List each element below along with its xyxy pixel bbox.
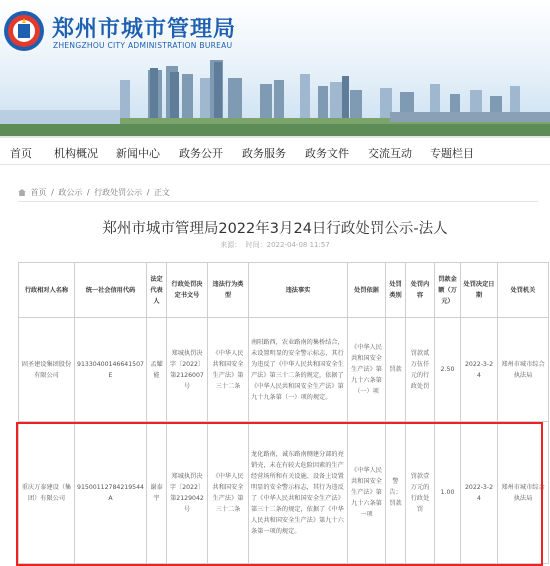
emblem-logo-icon (3, 10, 45, 52)
breadcrumb-current: 正文 (153, 188, 170, 197)
col-header: 法定代表人 (147, 263, 167, 318)
table-cell: 孟耀能 (147, 318, 167, 422)
table-cell: 南阳路西，农业路南的集桥结合，未设置明显的安全警示标志，其行为违反了《中华人民共和国安全生产法》第三十二条的规定，依据了《中华人民共和国安全生产法》第九十九条第（一）项的规定。 (249, 318, 348, 422)
table-cell: 重庆万泰建设（集团）有限公司 (19, 422, 75, 564)
table-cell: 谢泰宇 (147, 422, 167, 564)
article-title: 郑州市城市管理局2022年3月24日行政处罚公示-法人 (102, 221, 448, 237)
table-cell: 2022-3-24 (461, 422, 498, 564)
table-cell: 固圣建设集团股份有限公司 (19, 318, 75, 422)
col-header: 统一社会信用代码 (75, 263, 147, 318)
breadcrumb-separator: / (146, 188, 150, 197)
table-cell: 2.50 (435, 318, 461, 422)
table-cell: 91500112784219544A (75, 422, 147, 564)
table-cell: 警告；罚款 (386, 422, 406, 564)
col-header: 处罚依据 (348, 263, 386, 318)
breadcrumb-separator: / (51, 188, 54, 197)
table-row (19, 318, 549, 422)
table-cell: 郑城执罚决字〔2022〕第2126007号 (167, 318, 208, 422)
table-cell: 2022-3-24 (461, 318, 498, 422)
publish-time: 2022-04-08 11:57 (266, 241, 330, 249)
table-header-row (19, 263, 549, 318)
col-header: 违法行为类型 (208, 263, 249, 318)
breadcrumb-divider (18, 201, 538, 202)
col-header: 处罚内容 (406, 263, 435, 318)
table-cell: 罚款贰万伍仟元的行政处罚 (406, 318, 435, 422)
main-nav (0, 138, 550, 165)
nav-item-organization[interactable]: 机构概况 (54, 147, 98, 160)
breadcrumb-separator: / (86, 188, 90, 197)
source-label: 来源： (220, 241, 242, 249)
table-cell: 《中华人民共和国安全生产法》第三十二条 (208, 422, 249, 564)
table-row (19, 422, 549, 564)
col-header: 行政相对人名称 (19, 263, 75, 318)
breadcrumb-public[interactable]: 政公示 (58, 188, 83, 197)
nav-item-topics[interactable]: 专题栏目 (430, 147, 474, 160)
table-cell: 《中华人民共和国安全生产法》第九十六条第（一）项 (348, 318, 386, 422)
col-header: 违法事实 (249, 263, 348, 318)
site-subtitle: ZHENGZHOU CITY ADMINISTRATION BUREAU (53, 41, 233, 50)
col-header: 行政处罚决定书文号 (167, 263, 208, 318)
penalty-table (18, 262, 549, 564)
site-header (0, 0, 550, 138)
col-header: 处罚决定日期 (461, 263, 498, 318)
table-cell: 罚款壹万元的行政处罚 (406, 422, 435, 564)
breadcrumb-penalty[interactable]: 行政处罚公示 (94, 188, 143, 197)
table-cell: 郑州市城市综合执法局 (498, 422, 549, 564)
table-cell: 91330400146641507E (75, 318, 147, 422)
time-label: 时间： (245, 241, 267, 249)
nav-item-open-affairs[interactable]: 政务公开 (179, 147, 223, 160)
table-cell: 郑城执罚决字〔2022〕第2129042号 (167, 422, 208, 564)
table-cell: 郑州市城市综合执法局 (498, 318, 549, 422)
breadcrumb-home[interactable]: 首页 (30, 188, 47, 197)
table-cell: 1.00 (435, 422, 461, 564)
nav-item-home[interactable]: 首页 (10, 147, 32, 160)
penalty-table-container (18, 262, 548, 564)
col-header: 处罚类别 (386, 263, 406, 318)
article-meta (0, 240, 550, 250)
nav-item-interaction[interactable]: 交流互动 (368, 147, 412, 160)
table-cell: 《中华人民共和国安全生产法》第三十二条 (208, 318, 249, 422)
nav-item-news[interactable]: 新闻中心 (116, 147, 160, 160)
col-header: 处罚机关 (498, 263, 549, 318)
site-title: 郑州市城市管理局 (52, 17, 237, 42)
breadcrumb (18, 187, 172, 198)
table-cell: 《中华人民共和国安全生产法》第九十六条第一项 (348, 422, 386, 564)
table-cell: 罚款 (386, 318, 406, 422)
table-cell: 龙化路南，诚东路南侧建分部的亮销壳，未在有较大危险因素的生产经营场所和有关设施、设备上设置明显的安全警示标志，其行为违反了《中华人民共和国安全生产法》第三十二条的规定，依据了《中华人民共和国安全生产法》第九十六条第一项的规定。 (249, 422, 348, 564)
nav-item-documents[interactable]: 政务文件 (305, 147, 349, 160)
nav-item-services[interactable]: 政务服务 (242, 147, 286, 160)
home-icon (18, 189, 26, 196)
col-header: 罚款金额（万元） (435, 263, 461, 318)
